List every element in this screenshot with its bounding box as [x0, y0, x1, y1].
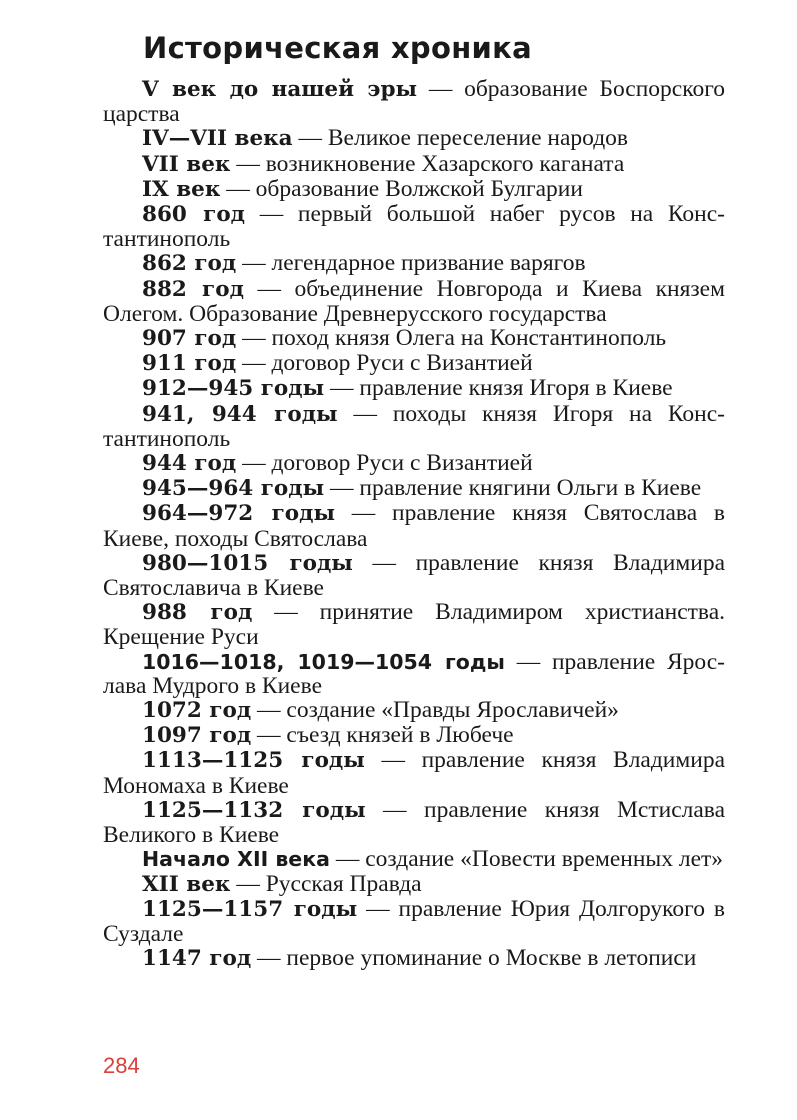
chronicle-entry [103, 77, 725, 126]
chronicle-entry [103, 376, 725, 401]
chronicle-entry [103, 748, 725, 797]
entry-text: — поход князя Олега на Константинополь [236, 325, 667, 352]
entry-date: IV—VII века [142, 126, 293, 152]
entry-text: — образование Боспорского царства [103, 76, 725, 128]
entry-date: Начало XII века [142, 847, 330, 872]
chronicle-entry [103, 126, 725, 151]
chronicle-entry [103, 177, 725, 202]
entry-text: — правление Ярослава Мудрого в Киеве [103, 648, 725, 699]
chronicle-entry [103, 946, 725, 971]
entry-text: — образование Волжской Булгарии [220, 175, 583, 202]
entry-date: 988 год [142, 600, 253, 626]
entry-text: — правление княгини Ольги в Киеве [324, 475, 702, 502]
chronicle-entry [103, 698, 725, 723]
entry-date: XII век [142, 871, 231, 897]
entry-text: — первый большой набег русов на Константинополь [103, 201, 725, 253]
entry-text: — Русская Правда [230, 870, 422, 897]
chronicle-entry [103, 501, 725, 550]
entry-text: — возникновение Хазарского каганата [230, 150, 625, 177]
chronicle-entry [103, 551, 725, 600]
entry-text: — договор Руси с Византией [236, 450, 533, 477]
chronicle-entry [103, 402, 725, 451]
entry-text: — походы князя Игоря на Константинополь [103, 400, 725, 452]
entry-date: 860 год [142, 202, 246, 228]
entry-text: — принятие Владимиром христианства. Крещение Руси [103, 599, 725, 651]
entry-date: 964—972 годы [142, 501, 336, 527]
entry-text: — договор Руси с Византией [236, 350, 533, 377]
page-title: Историческая хроника [143, 31, 533, 65]
entry-date: 1125—1132 годы [142, 797, 366, 823]
entry-date: 911 год [142, 351, 237, 377]
entry-date: 1147 год [142, 946, 252, 972]
entry-date: 1113—1125 годы [142, 748, 365, 774]
entry-text: — создание «Повести временных лет» [329, 846, 724, 873]
chronicle-entry [103, 351, 725, 376]
entry-text: — правление князя Мстислава Великого в Киеве [103, 796, 726, 849]
chronicle-entry [103, 476, 725, 501]
chronicle-list [103, 77, 725, 971]
entry-text: — объединение Новгорода и Киева князем Олегом. Образование Древнерусского государства [103, 275, 725, 327]
entry-text: — правление князя Владимира Мономаха в Киеве [103, 747, 726, 799]
chronicle-entry [103, 650, 725, 698]
entry-date: VII век [142, 151, 231, 177]
entry-text: — легендарное призвание варягов [236, 250, 586, 277]
entry-date: 912—945 годы [142, 376, 325, 402]
chronicle-entry [103, 277, 725, 326]
entry-date: 980—1015 годы [142, 550, 353, 576]
entry-date: 862 год [142, 251, 237, 277]
entry-date: 882 год [142, 276, 244, 302]
chronicle-entry [103, 872, 725, 897]
entry-text: — правление Юрия Долгорукого в Суздале [103, 895, 726, 947]
page-number: 284 [103, 1053, 140, 1078]
chronicle-entry [103, 723, 725, 748]
chronicle-entry [103, 202, 725, 251]
chronicle-entry [103, 152, 725, 177]
entry-date: 944 год [142, 451, 237, 477]
entry-text: — создание «Правды Ярославичей» [251, 697, 619, 724]
entry-date: IX век [142, 176, 221, 202]
chronicle-entry [103, 600, 725, 649]
chronicle-entry [103, 451, 725, 476]
entry-date: 1016—1018, 1019—1054 годы [142, 649, 505, 674]
entry-date: 1125—1157 годы [142, 896, 358, 922]
entry-text: — первое упоминание о Москве в летописи [251, 945, 697, 972]
entry-text: — правление князя Владимира Святославича в Киеве [103, 549, 726, 602]
chronicle-entry [103, 897, 725, 946]
entry-date: 1097 год [142, 723, 252, 749]
entry-date: V век до нашей эры [142, 77, 418, 102]
entry-text: — правление князя Игоря в Киеве [324, 375, 673, 402]
entry-date: 945—964 годы [142, 476, 325, 502]
entry-date: 1072 год [142, 698, 252, 724]
entry-text: — Великое переселение народов [292, 125, 629, 152]
entry-text: — съезд князей в Любече [251, 722, 514, 749]
entry-date: 941, 944 годы [142, 401, 338, 427]
chronicle-entry [103, 847, 725, 871]
chronicle-entry [103, 798, 725, 847]
entry-text: — правление князя Святослава в Киеве, походы Святослава [103, 500, 725, 552]
entry-date: 907 год [142, 326, 237, 352]
chronicle-entry [103, 251, 725, 276]
chronicle-entry [103, 326, 725, 351]
